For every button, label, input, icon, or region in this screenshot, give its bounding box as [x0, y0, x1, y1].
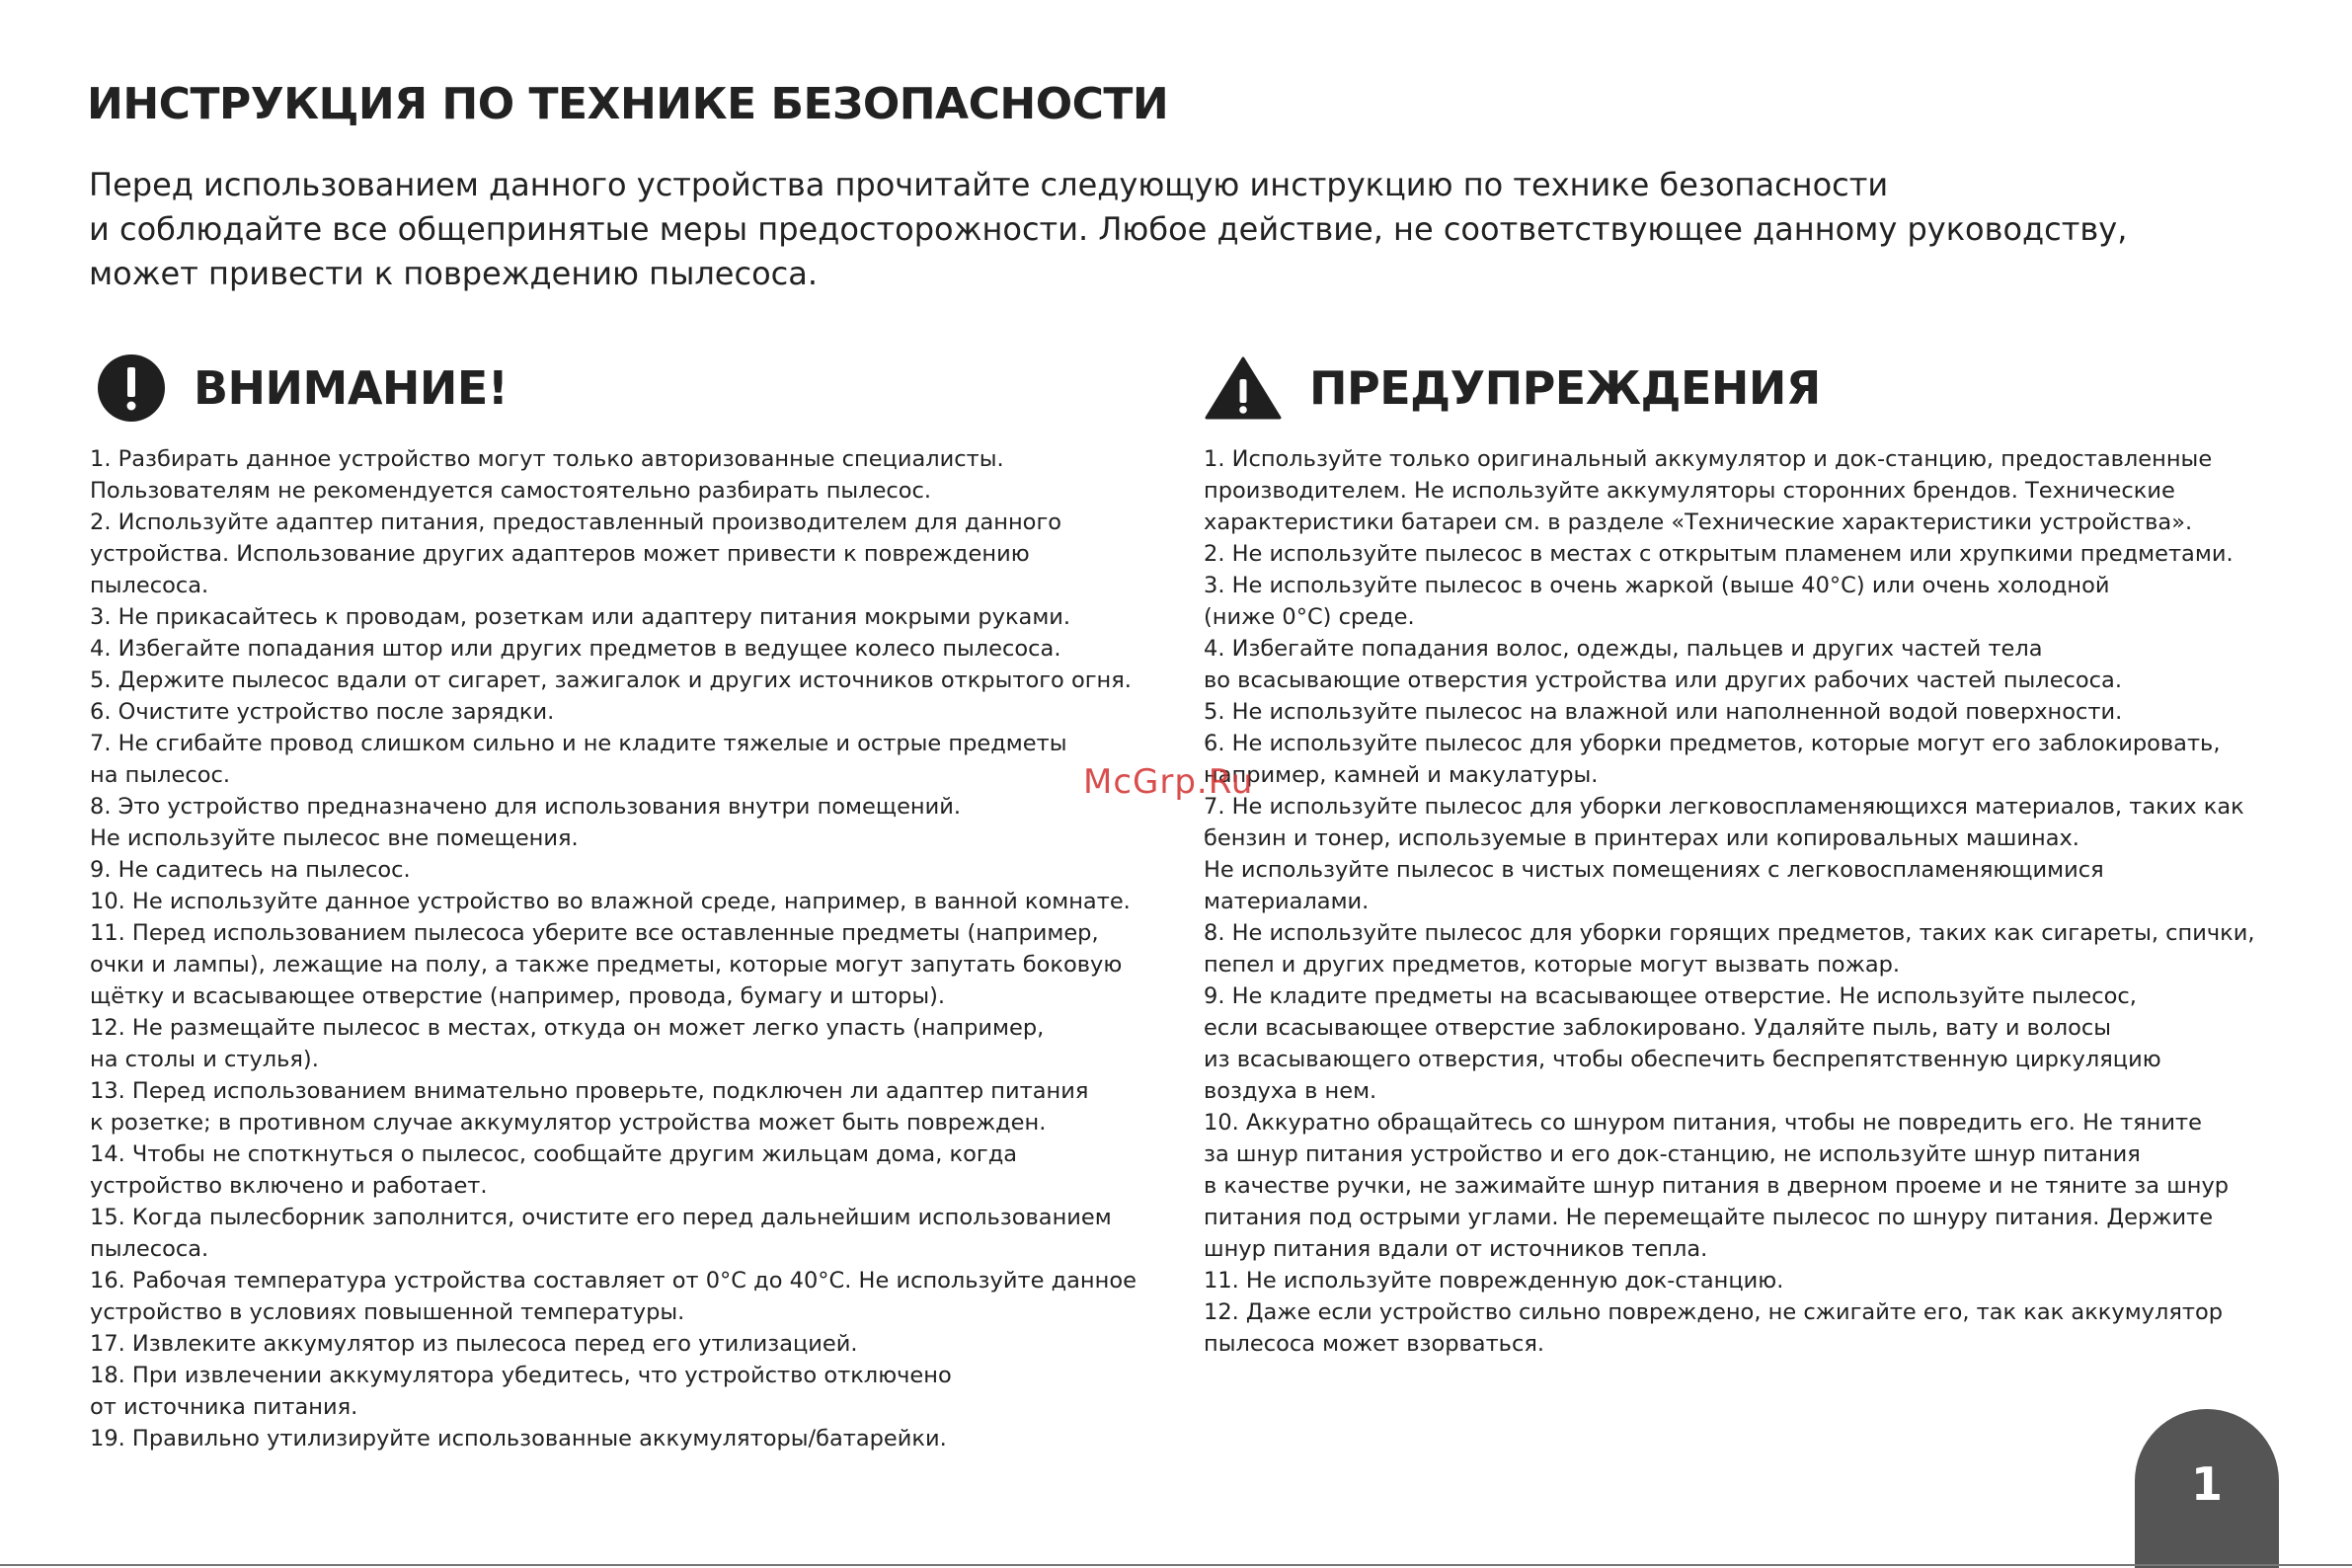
warning-item-line: (ниже 0°C) среде.	[1204, 604, 1415, 630]
attention-item-line: 19. Правильно утилизируйте использованные аккумуляторы/батарейки.	[90, 1426, 947, 1451]
attention-item	[90, 443, 1166, 507]
warning-item-line: бензин и тонер, используемые в принтерах или копировальных машинах.	[1204, 825, 2079, 851]
warning-item	[1204, 538, 2300, 570]
attention-item	[90, 1012, 1166, 1075]
warning-item-line: 10. Аккуратно обращайтесь со шнуром питания, чтобы не повредить его. Не тяните	[1204, 1110, 2202, 1136]
intro-paragraph	[89, 163, 2311, 296]
warning-item-line: 3. Не используйте пылесос в очень жаркой (выше 40°C) или очень холодной	[1204, 573, 2110, 598]
attention-item-line: 2. Используйте адаптер питания, предоставленный производителем для данного	[90, 510, 1062, 535]
attention-item-line: пылесоса.	[90, 1236, 209, 1262]
attention-item	[90, 1423, 1166, 1454]
attention-item-line: 18. При извлечении аккумулятора убедитесь, что устройство отключено	[90, 1363, 952, 1388]
warning-item-line: 4. Избегайте попадания волос, одежды, пальцев и других частей тела	[1204, 636, 2043, 662]
warning-triangle-icon	[1205, 355, 1282, 421]
attention-item-line: Пользователям не рекомендуется самостоятельно разбирать пылесос.	[90, 478, 932, 504]
attention-item-line: щётку и всасывающее отверстие (например, провода, бумагу и шторы).	[90, 983, 946, 1009]
warning-item	[1204, 1107, 2300, 1265]
attention-item-line: пылесоса.	[90, 573, 209, 598]
warning-item-line: 11. Не используйте поврежденную док-станцию.	[1204, 1268, 1784, 1294]
attention-item-line: 3. Не прикасайтесь к проводам, розеткам или адаптеру питания мокрыми руками.	[90, 604, 1071, 630]
warning-item-line: Не используйте пылесос в чистых помещениях с легковоспламеняющимися	[1204, 857, 2104, 883]
attention-item-line: 15. Когда пылесборник заполнится, очистите его перед дальнейшим использованием	[90, 1205, 1112, 1230]
watermark: McGrp.Ru	[1083, 762, 1254, 802]
attention-item	[90, 917, 1166, 1012]
attention-item-line: 16. Рабочая температура устройства составляет от 0°C до 40°C. Не используйте данное	[90, 1268, 1137, 1294]
warning-item-line: материалами.	[1204, 889, 1370, 914]
attention-item	[90, 1075, 1166, 1138]
warning-item	[1204, 570, 2300, 633]
page-number: 1	[2190, 1456, 2223, 1511]
warning-item	[1204, 696, 2300, 728]
exclamation-circle-icon	[97, 353, 166, 423]
attention-item	[90, 665, 1166, 696]
warnings-list	[1204, 443, 2300, 1360]
attention-item	[90, 1202, 1166, 1265]
attention-item-line: 9. Не садитесь на пылесос.	[90, 857, 411, 883]
warnings-heading: ПРЕДУПРЕЖДЕНИЯ	[1309, 361, 1821, 415]
warnings-header	[1205, 351, 1821, 426]
attention-item	[90, 633, 1166, 665]
attention-item	[90, 1265, 1166, 1328]
warning-item-line: 12. Даже если устройство сильно повреждено, не сжигайте его, так как аккумулятор	[1204, 1299, 2224, 1325]
attention-item-line: на пылесос.	[90, 762, 231, 788]
intro-line: и соблюдайте все общепринятые меры предосторожности. Любое действие, не соответствующее данному руководству,	[89, 210, 2128, 248]
warning-item-line: за шнур питания устройство и его док-станцию, не используйте шнур питания	[1204, 1141, 2141, 1167]
warning-item-line: питания под острыми углами. Не перемещайте пылесос по шнуру питания. Держите	[1204, 1205, 2214, 1230]
attention-item-line: устройство в условиях повышенной температуры.	[90, 1299, 685, 1325]
warning-item-line: например, камней и макулатуры.	[1204, 762, 1599, 788]
warning-item-line: 6. Не используйте пылесос для уборки предметов, которые могут его заблокировать,	[1204, 731, 2221, 756]
warning-item	[1204, 980, 2300, 1107]
warning-item-line: характеристики батареи см. в разделе «Технические характеристики устройства».	[1204, 510, 2193, 535]
warning-item-line: 9. Не кладите предметы на всасывающее отверстие. Не используйте пылесос,	[1204, 983, 2137, 1009]
warning-item	[1204, 917, 2300, 980]
warning-item-line: производителем. Не используйте аккумуляторы сторонних брендов. Технические	[1204, 478, 2175, 504]
attention-item-line: Не используйте пылесос вне помещения.	[90, 825, 579, 851]
attention-item	[90, 1138, 1166, 1202]
attention-item-line: 5. Держите пылесос вдали от сигарет, зажигалок и других источников открытого огня.	[90, 667, 1132, 693]
attention-item-line: устройства. Использование других адаптеров может привести к повреждению	[90, 541, 1030, 567]
warning-item	[1204, 1265, 2300, 1296]
attention-item-line: 6. Очистите устройство после зарядки.	[90, 699, 555, 725]
page-title: ИНСТРУКЦИЯ ПО ТЕХНИКЕ БЕЗОПАСНОСТИ	[87, 79, 1169, 129]
attention-list	[90, 443, 1166, 1454]
warning-item-line: 1. Используйте только оригинальный аккумулятор и док-станцию, предоставленные	[1204, 446, 2213, 472]
warning-item-line: шнур питания вдали от источников тепла.	[1204, 1236, 1708, 1262]
warning-item	[1204, 791, 2300, 917]
attention-item-line: 11. Перед использованием пылесоса уберите все оставленные предметы (например,	[90, 920, 1099, 946]
warning-item-line: воздуха в нем.	[1204, 1078, 1377, 1104]
attention-item-line: устройство включено и работает.	[90, 1173, 488, 1199]
attention-header	[97, 351, 508, 426]
warning-item	[1204, 633, 2300, 696]
attention-item	[90, 696, 1166, 728]
warning-item-line: в качестве ручки, не зажимайте шнур питания в дверном проеме и не тяните за шнур	[1204, 1173, 2230, 1199]
warning-item	[1204, 443, 2300, 538]
attention-item-line: 1. Разбирать данное устройство могут только авторизованные специалисты.	[90, 446, 1004, 472]
warning-item-line: пылесоса может взорваться.	[1204, 1331, 1545, 1357]
warning-item	[1204, 1296, 2300, 1360]
attention-item-line: 4. Избегайте попадания штор или других предметов в ведущее колесо пылесоса.	[90, 636, 1061, 662]
intro-line: Перед использованием данного устройства прочитайте следующую инструкцию по технике безопасности	[89, 166, 1889, 203]
attention-item	[90, 886, 1166, 917]
attention-item-line: от источника питания.	[90, 1394, 358, 1420]
attention-item	[90, 601, 1166, 633]
attention-item-line: 14. Чтобы не споткнуться о пылесос, сообщайте другим жильцам дома, когда	[90, 1141, 1018, 1167]
attention-heading: ВНИМАНИЕ!	[194, 361, 509, 415]
warning-item-line: 7. Не используйте пылесос для уборки легковоспламеняющихся материалов, таких как	[1204, 794, 2244, 820]
attention-item	[90, 854, 1166, 886]
attention-item	[90, 1328, 1166, 1360]
attention-item-line: к розетке; в противном случае аккумулятор устройства может быть поврежден.	[90, 1110, 1047, 1136]
attention-item	[90, 507, 1166, 601]
attention-item-line: 10. Не используйте данное устройство во влажной среде, например, в ванной комнате.	[90, 889, 1131, 914]
warning-item-line: 5. Не используйте пылесос на влажной или наполненной водой поверхности.	[1204, 699, 2123, 725]
attention-item	[90, 728, 1166, 791]
warning-item-line: 2. Не используйте пылесос в местах с открытым пламенем или хрупкими предметами.	[1204, 541, 2234, 567]
warning-item-line: если всасывающее отверстие заблокировано. Удаляйте пыль, вату и волосы	[1204, 1015, 2111, 1041]
warning-item	[1204, 728, 2300, 791]
warning-item-line: 8. Не используйте пылесос для уборки горящих предметов, таких как сигареты, спички,	[1204, 920, 2255, 946]
attention-item-line: на столы и стулья).	[90, 1047, 319, 1072]
page-number-tab	[2135, 1409, 2279, 1568]
attention-item-line: 8. Это устройство предназначено для использования внутри помещений.	[90, 794, 962, 820]
warning-item-line: пепел и других предметов, которые могут вызвать пожар.	[1204, 952, 1901, 978]
attention-item-line: 7. Не сгибайте провод слишком сильно и не кладите тяжелые и острые предметы	[90, 731, 1067, 756]
attention-item	[90, 791, 1166, 854]
attention-item	[90, 1360, 1166, 1423]
intro-line: может привести к повреждению пылесоса.	[89, 255, 819, 292]
warning-item-line: во всасывающие отверстия устройства или других рабочих частей пылесоса.	[1204, 667, 2122, 693]
attention-item-line: 17. Извлеките аккумулятор из пылесоса перед его утилизацией.	[90, 1331, 858, 1357]
warning-item-line: из всасывающего отверстия, чтобы обеспечить беспрепятственную циркуляцию	[1204, 1047, 2161, 1072]
attention-item-line: 12. Не размещайте пылесос в местах, откуда он может легко упасть (например,	[90, 1015, 1045, 1041]
attention-item-line: очки и лампы), лежащие на полу, а также предметы, которые могут запутать боковую	[90, 952, 1123, 978]
bottom-divider	[0, 1564, 2352, 1566]
attention-item-line: 13. Перед использованием внимательно проверьте, подключен ли адаптер питания	[90, 1078, 1089, 1104]
